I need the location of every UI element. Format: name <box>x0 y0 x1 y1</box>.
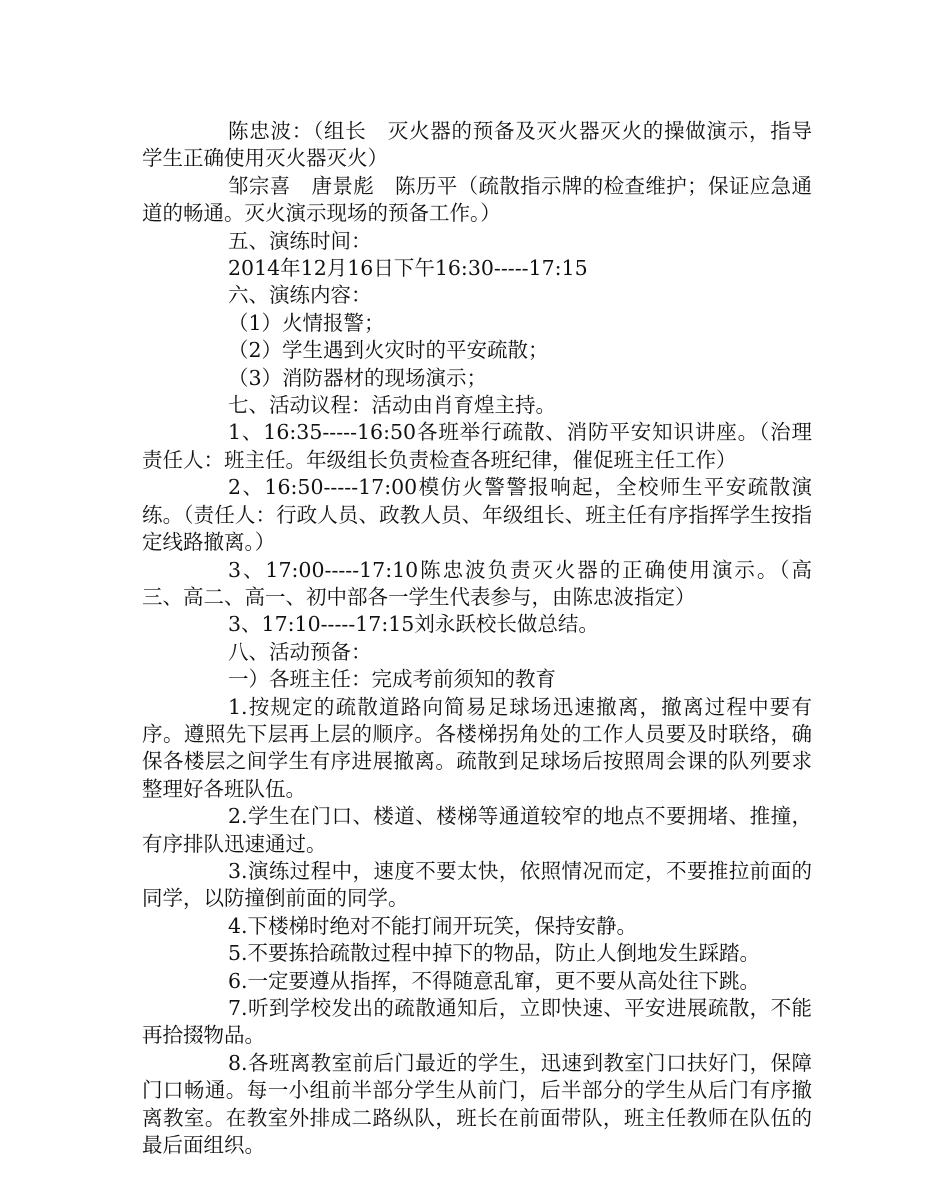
paragraph-staff-zou: 邹宗喜 唐景彪 陈历平（疏散指示牌的检查维护；保证应急通道的畅通。灭火演示现场的预备工作。） <box>142 173 812 226</box>
list-item-content-2: （2）学生遇到火灾时的平安疏散； <box>228 338 549 363</box>
rule-item-2: 2.学生在门口、楼道、楼梯等通道较窄的地点不要拥堵、推撞，有序排队迅速通过。 <box>142 804 812 856</box>
rule-item-7: 7.听到学校发出的疏散通知后，立即快速、平安进展疏散，不能再拾掇物品。 <box>142 996 812 1048</box>
paragraph-drill-time: 2014年12月16日下午16:30-----17:15 <box>228 256 588 281</box>
rule-item-8: 8.各班离教室前后门最近的学生，迅速到教室门口扶好门，保障门口畅通。每一小组前半部分学生从前门，后半部分的学生从后门有序撤离教室。在教室外排成二路纵队，班长在前面带队，班主任教师在队伍的最后面组织。 <box>142 1050 812 1158</box>
agenda-item-3: 3、17:00-----17:10陈忠波负责灭火器的正确使用演示。（高三、高二、高一、初中部各一学生代表参与，由陈忠波指定） <box>142 557 812 609</box>
agenda-item-1: 1、16:35-----16:50各班举行疏散、消防平安知识讲座。（治理责任人：班主任。年级组长负责检查各班纪律，催促班主任工作） <box>142 420 812 472</box>
list-item-content-1: （1）火情报警； <box>228 310 385 335</box>
rule-item-3: 3.演练过程中，速度不要太快，依照情况而定，不要推拉前面的同学，以防撞倒前面的同学。 <box>142 858 812 911</box>
document-body <box>142 118 812 1159</box>
heading-drill-time: 五、演练时间： <box>228 228 372 253</box>
heading-agenda: 七、活动议程：活动由肖育煌主持。 <box>228 393 556 418</box>
heading-preparation: 八、活动预备： <box>228 639 372 664</box>
agenda-item-4: 3、17:10-----17:15刘永跃校长做总结。 <box>228 612 599 637</box>
rule-item-1: 1.按规定的疏散道路向简易足球场迅速撤离，撤离过程中要有序。遵照先下层再上层的顺序。各楼梯拐角处的工作人员要及时联络，确保各楼层之间学生有序进展撤离。疏散到足球场后按照周会课的队列要求整理好各班队伍。 <box>142 694 812 801</box>
paragraph-staff-chen: 陈忠波：（组长 灭火器的预备及灭火器灭火的操做演示，指导学生正确使用灭火器灭火） <box>142 119 812 171</box>
rule-item-5: 5.不要拣拾疏散过程中掉下的物品，防止人倒地发生踩踏。 <box>228 941 761 966</box>
agenda-item-2: 2、16:50-----17:00模仿火警警报响起，全校师生平安疏散演练。（责任人：行政人员、政教人员、年级组长、班主任有序指挥学生按指定线路撤离。） <box>142 475 812 555</box>
heading-drill-content: 六、演练内容： <box>228 283 372 308</box>
list-item-content-3: （3）消防器材的现场演示； <box>228 365 488 390</box>
rule-item-4: 4.下楼梯时绝对不能打闹开玩笑，保持安静。 <box>228 913 638 938</box>
subheading-class-teachers: 一）各班主任：完成考前须知的教育 <box>228 667 556 692</box>
rule-item-6: 6.一定要遵从指挥，不得随意乱窜，更不要从高处往下跳。 <box>228 968 761 993</box>
